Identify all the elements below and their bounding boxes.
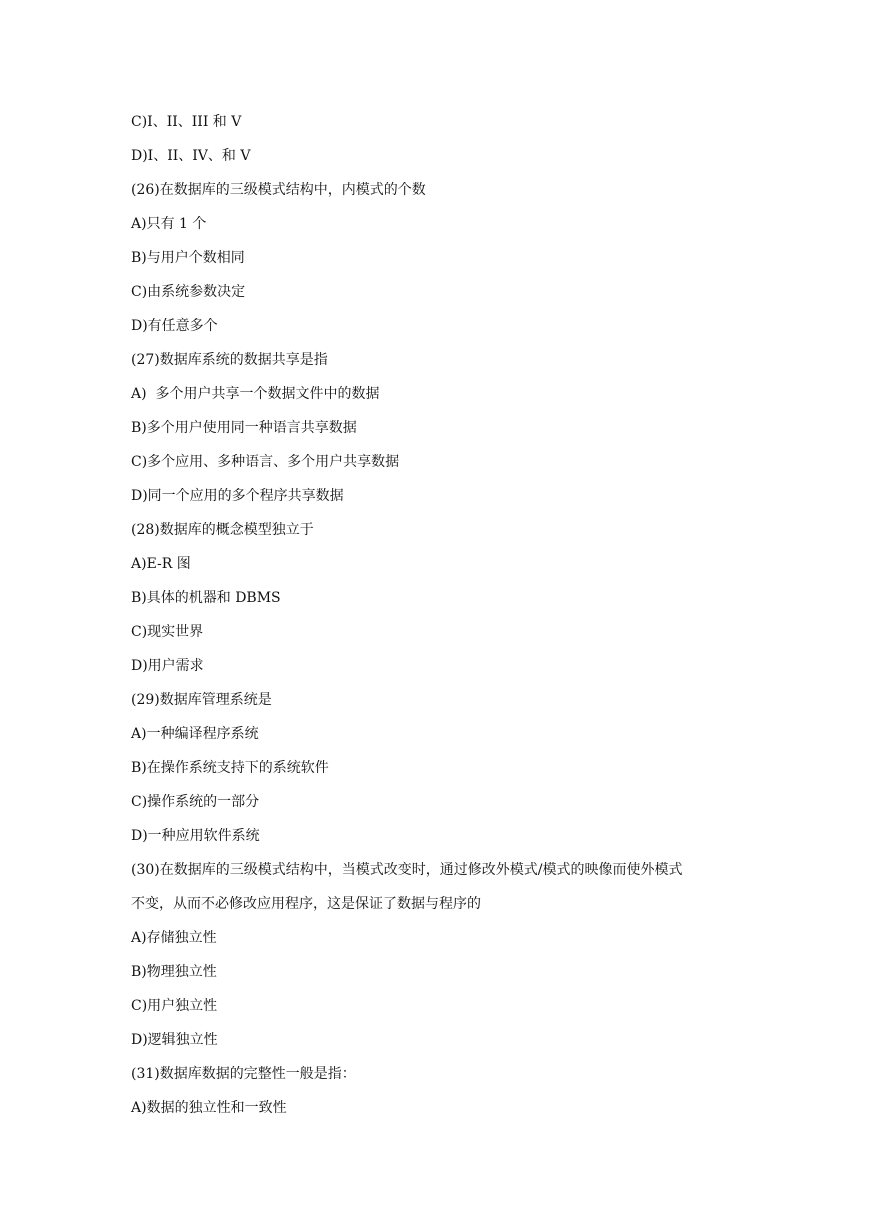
question-line: (29)数据库管理系统是 [131, 692, 272, 708]
option-line: C)现实世界 [131, 624, 204, 640]
option-line: A) 多个用户共享一个数据文件中的数据 [131, 386, 380, 402]
option-line: C)用户独立性 [131, 998, 218, 1014]
question-line: (31)数据库数据的完整性一般是指： [131, 1066, 356, 1082]
option-line: D)用户需求 [131, 658, 204, 674]
option-line: B)在操作系统支持下的系统软件 [131, 760, 329, 776]
option-line: A)存储独立性 [131, 930, 217, 946]
question-text-block [131, 110, 771, 1130]
option-line: D)有任意多个 [131, 318, 218, 334]
option-line: B)物理独立性 [131, 964, 217, 980]
option-line: B)具体的机器和 DBMS [131, 590, 281, 606]
question-line: (30)在数据库的三级模式结构中，当模式改变时，通过修改外模式/模式的映像而使外模式 [131, 862, 683, 878]
option-line: B)与用户个数相同 [131, 250, 245, 266]
question-line: (26)在数据库的三级模式结构中，内模式的个数 [131, 182, 426, 198]
option-line: A)E-R 图 [131, 556, 191, 572]
option-line: D)逻辑独立性 [131, 1032, 218, 1048]
question-line: (28)数据库的概念模型独立于 [131, 522, 314, 538]
option-line: D)一种应用软件系统 [131, 828, 260, 844]
option-line: A)只有 1 个 [131, 216, 207, 232]
option-line: D)同一个应用的多个程序共享数据 [131, 488, 344, 504]
option-line: D)I、II、IV、和 V [131, 148, 251, 164]
option-line: A)一种编译程序系统 [131, 726, 259, 742]
option-line: C)I、II、III 和 V [131, 114, 242, 130]
option-line: C)操作系统的一部分 [131, 794, 260, 810]
question-line-continued: 不变，从而不必修改应用程序，这是保证了数据与程序的 [131, 896, 481, 912]
option-line: C)多个应用、多种语言、多个用户共享数据 [131, 454, 400, 470]
option-line: B)多个用户使用同一种语言共享数据 [131, 420, 357, 436]
option-line: C)由系统参数决定 [131, 284, 246, 300]
question-line: (27)数据库系统的数据共享是指 [131, 352, 328, 368]
option-line: A)数据的独立性和一致性 [131, 1100, 287, 1116]
